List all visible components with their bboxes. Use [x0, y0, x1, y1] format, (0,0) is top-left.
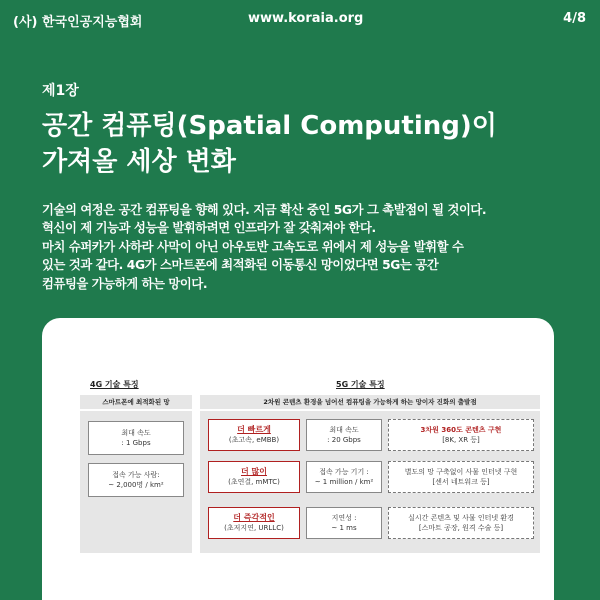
page-indicator: 4/8 — [563, 11, 586, 26]
page-title — [42, 108, 582, 180]
body-line: 있는 것과 같다. 4G가 스마트폰에 최적화된 이동통신 망이었다면 5G는 공간 — [42, 258, 439, 273]
cell-line: : 20 Gbps — [327, 436, 361, 444]
body-line: 혁신이 제 기능과 성능을 발휘하려면 인프라가 잘 갖춰져야 한다. — [42, 221, 376, 236]
cell-line: 최대 속도 — [121, 429, 151, 437]
figure-left-header: 4G 기술 특징 — [90, 380, 139, 389]
cell-line: [8K, XR 등] — [442, 436, 480, 444]
figure-left-subheader: 스마트폰에 최적화된 망 — [80, 395, 192, 409]
body-line: 컴퓨팅을 가능하게 하는 망이다. — [42, 276, 208, 291]
app-cell-3d — [388, 419, 534, 451]
feature-cell-instant — [208, 507, 300, 539]
site-url[interactable]: www.koraia.org — [248, 11, 364, 26]
body-line: 기술의 여정은 공간 컴퓨팅을 향해 있다. 지금 확산 중인 5G가 그 촉발점이 될 것이다. — [42, 203, 487, 217]
feature-cell-fast — [208, 419, 300, 451]
feature-sub: (초연결, mMTC) — [228, 478, 280, 486]
org-name: (사) 한국인공지능협회 — [13, 15, 143, 30]
title-line-2: 가져올 세상 변화 — [42, 147, 236, 177]
top-bar — [0, 0, 600, 38]
cell-line: [센서 네트워크 등] — [432, 478, 490, 486]
cell-line: 접속 가능 기기 : — [319, 468, 369, 476]
g4-speed-cell — [88, 421, 184, 455]
feature-label: 더 많이 — [241, 467, 267, 476]
cell-line: 접속 가능 사람: — [112, 471, 160, 479]
cell-line: 별도의 망 구축없이 사물 인터넷 구현 — [404, 468, 518, 476]
g4-connect-cell — [88, 463, 184, 497]
feature-label: 더 빠르게 — [237, 425, 271, 434]
app-cell-iot — [388, 461, 534, 493]
title-line-1: 공간 컴퓨팅(Spatial Computing)이 — [42, 111, 497, 141]
cell-line: 지연성 : — [331, 514, 357, 522]
body-line: 마치 슈퍼카가 사하라 사막이 아닌 아우토반 고속도로 위에서 제 성능을 발휘할 수 — [42, 239, 464, 254]
app-cell-realtime — [388, 507, 534, 539]
figure-card — [42, 318, 554, 600]
cell-line: ~ 1 million / km² — [314, 478, 374, 486]
comparison-figure — [80, 373, 540, 553]
body-text — [42, 201, 582, 293]
figure-right-subheader: 2차원 콘텐츠 환경을 넘어선 컴퓨팅을 가능하게 하는 망이자 진화의 출발점 — [200, 395, 540, 409]
spec-cell-devices — [306, 461, 382, 493]
feature-sub: (초고속, eMBB) — [228, 436, 280, 444]
cell-line: 실시간 콘텐츠 및 사물 인터넷 환경 — [408, 514, 514, 522]
cell-line: [스마트 공장, 원격 수술 등] — [418, 524, 504, 532]
feature-sub: (초저지연, URLLC) — [224, 524, 284, 532]
cell-line: ~ 1 ms — [331, 524, 357, 532]
cell-line: : 1 Gbps — [121, 439, 151, 447]
chapter-label: 제1장 — [42, 83, 79, 99]
spec-cell-latency — [306, 507, 382, 539]
cell-line: ~ 2,000명 / km² — [108, 481, 164, 489]
feature-label: 더 즉각적인 — [233, 513, 275, 522]
spec-cell-speed — [306, 419, 382, 451]
cell-line: 최대 속도 — [329, 426, 359, 434]
figure-right-header: 5G 기술 특징 — [336, 380, 385, 389]
cell-line: 3차원 360도 콘텐츠 구현 — [420, 426, 502, 434]
feature-cell-many — [208, 461, 300, 493]
